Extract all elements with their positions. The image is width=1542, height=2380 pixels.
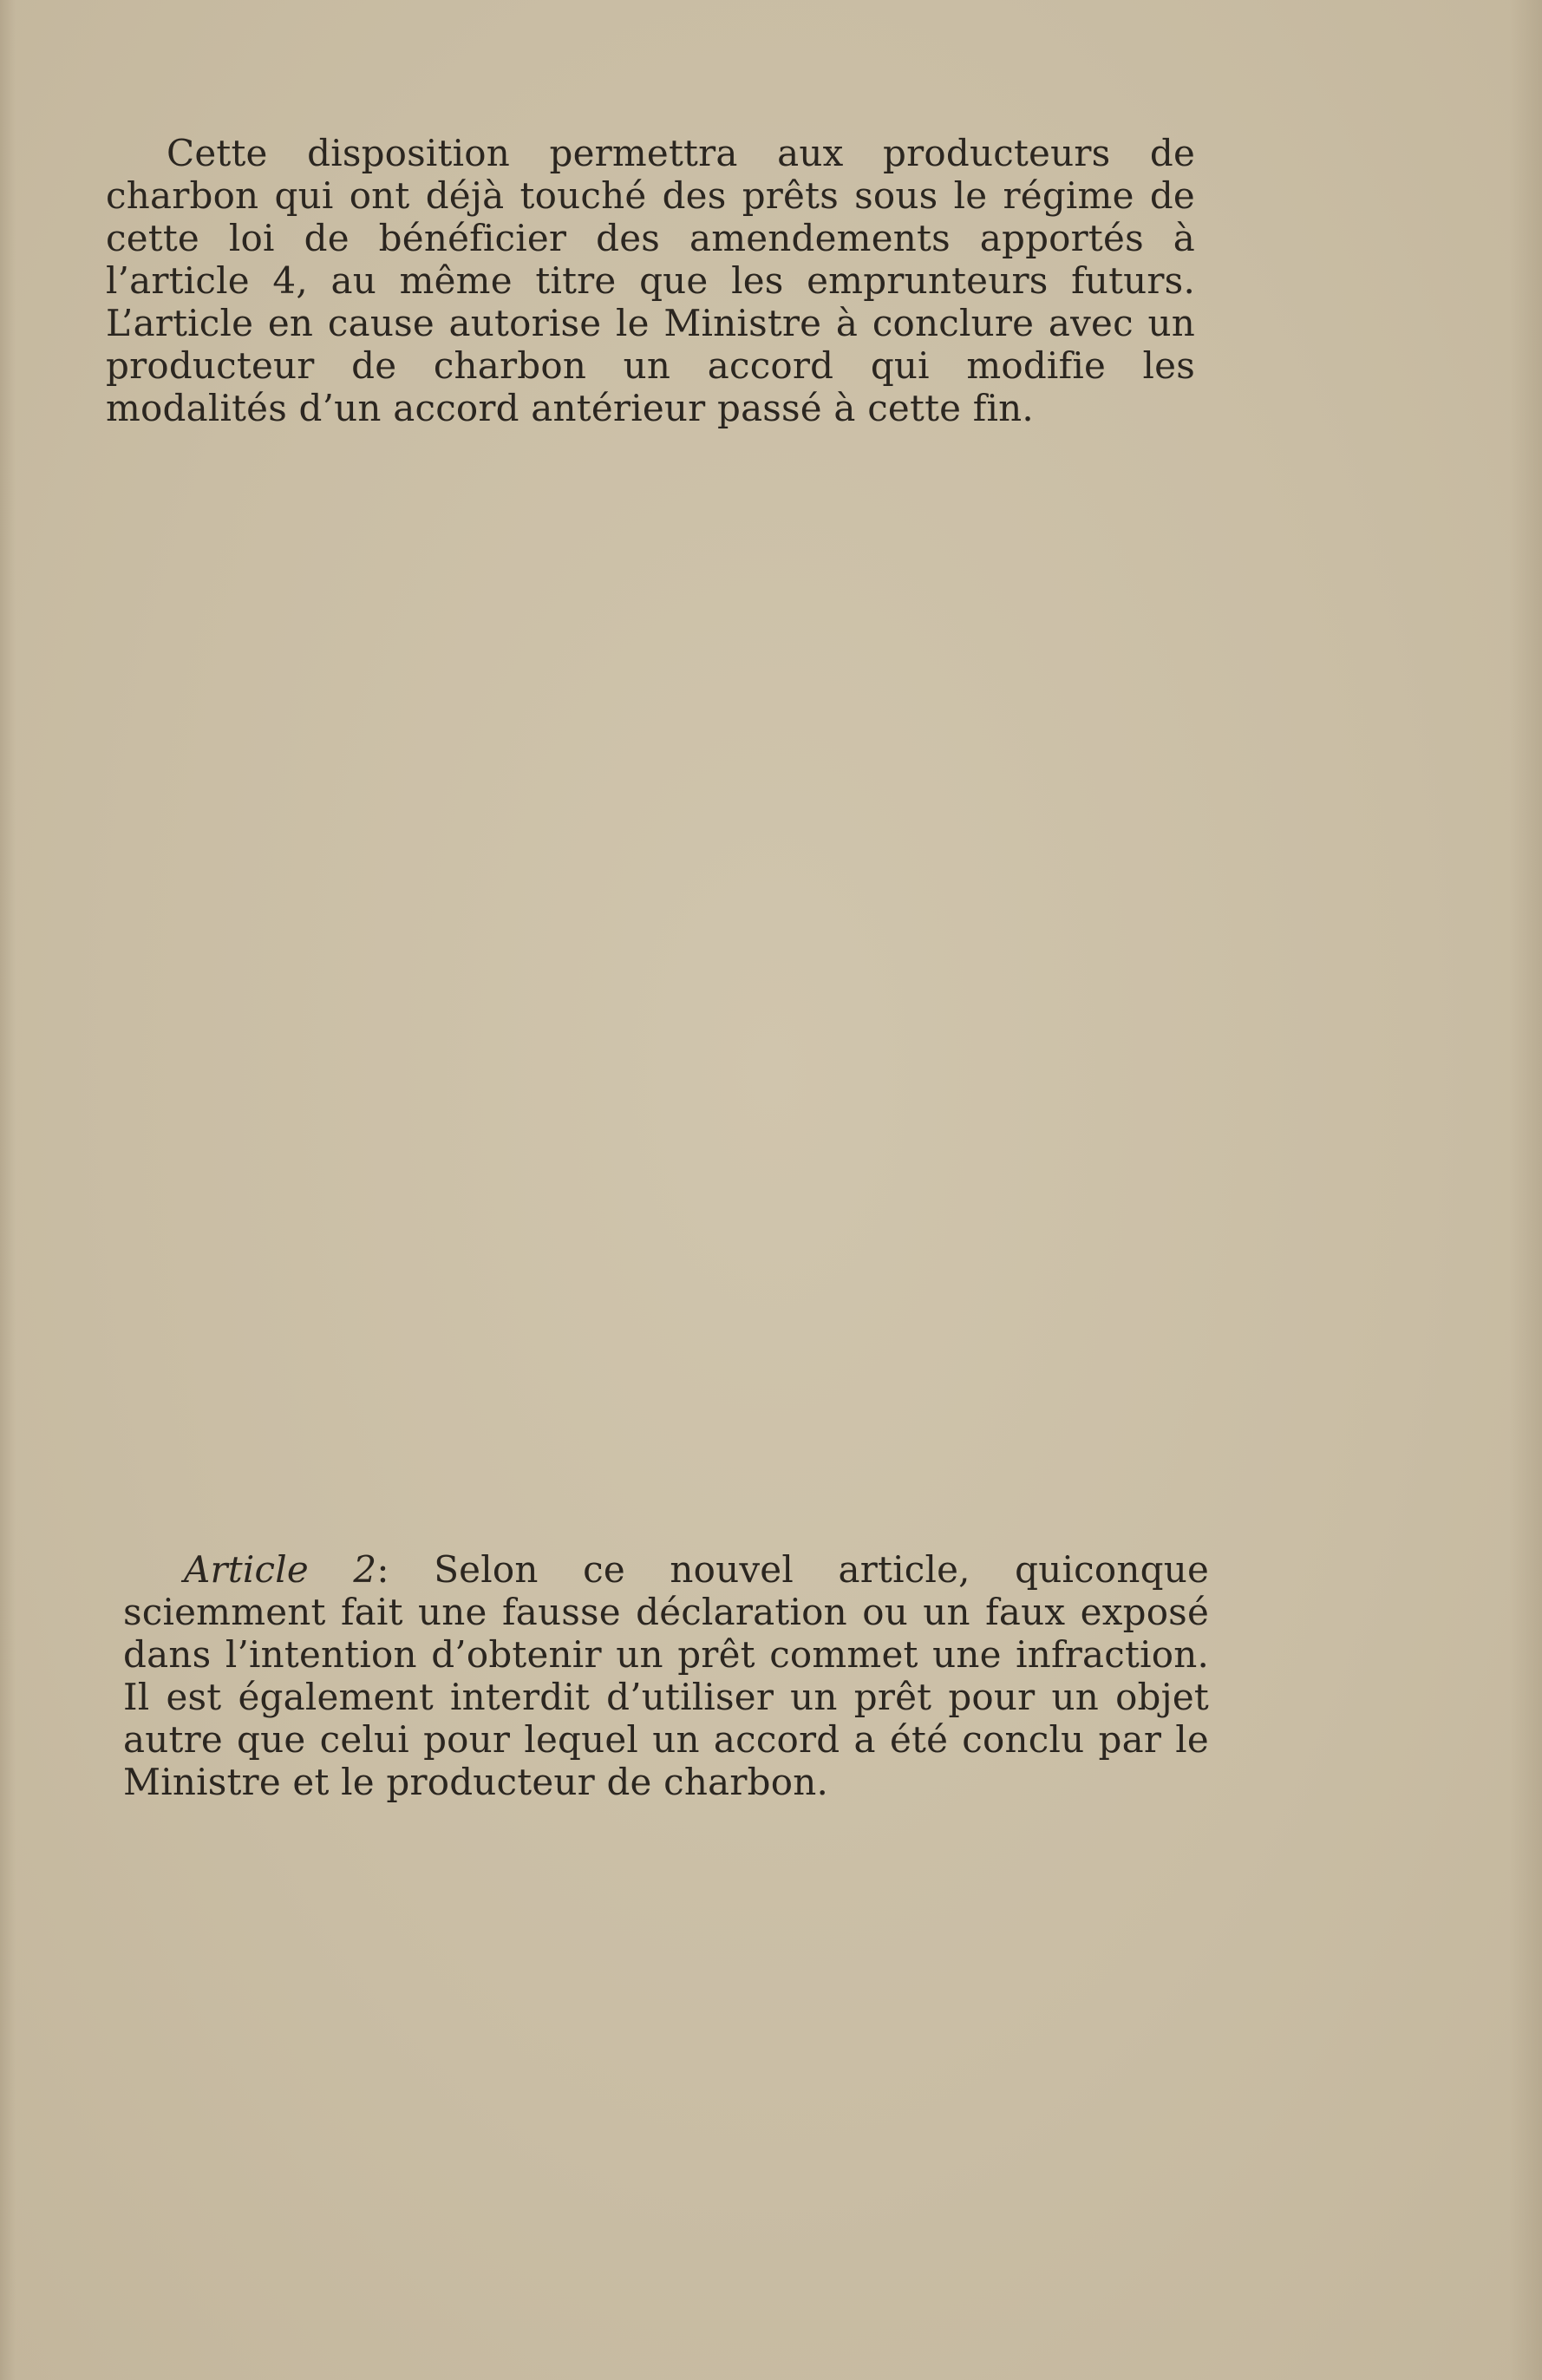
article-2-text: : Selon ce nouvel article, quiconque sciemment fait une fausse déclaration ou un faux exposé dans l’intention d’obtenir un prêt commet une infraction. Il est également interdit d’utiliser un prêt pour un objet autre que celui pour lequel un accord a été conclu par le Ministre et le producteur de charbon. [123, 1548, 1209, 1803]
article-2-label: Article 2 [184, 1548, 377, 1591]
intro-paragraph: Cette disposition permettra aux producteurs de charbon qui ont déjà touché des prêts sous le régime de cette loi de bénéficier des amendements apportés à l’article 4, au même titre que les emprunteurs futurs. L’article en cause autorise le Ministre à conclure avec un producteur de charbon un accord qui modifie les modalités d’un accord antérieur passé à cette fin. [106, 132, 1195, 429]
article-2-paragraph [123, 1548, 1209, 1803]
